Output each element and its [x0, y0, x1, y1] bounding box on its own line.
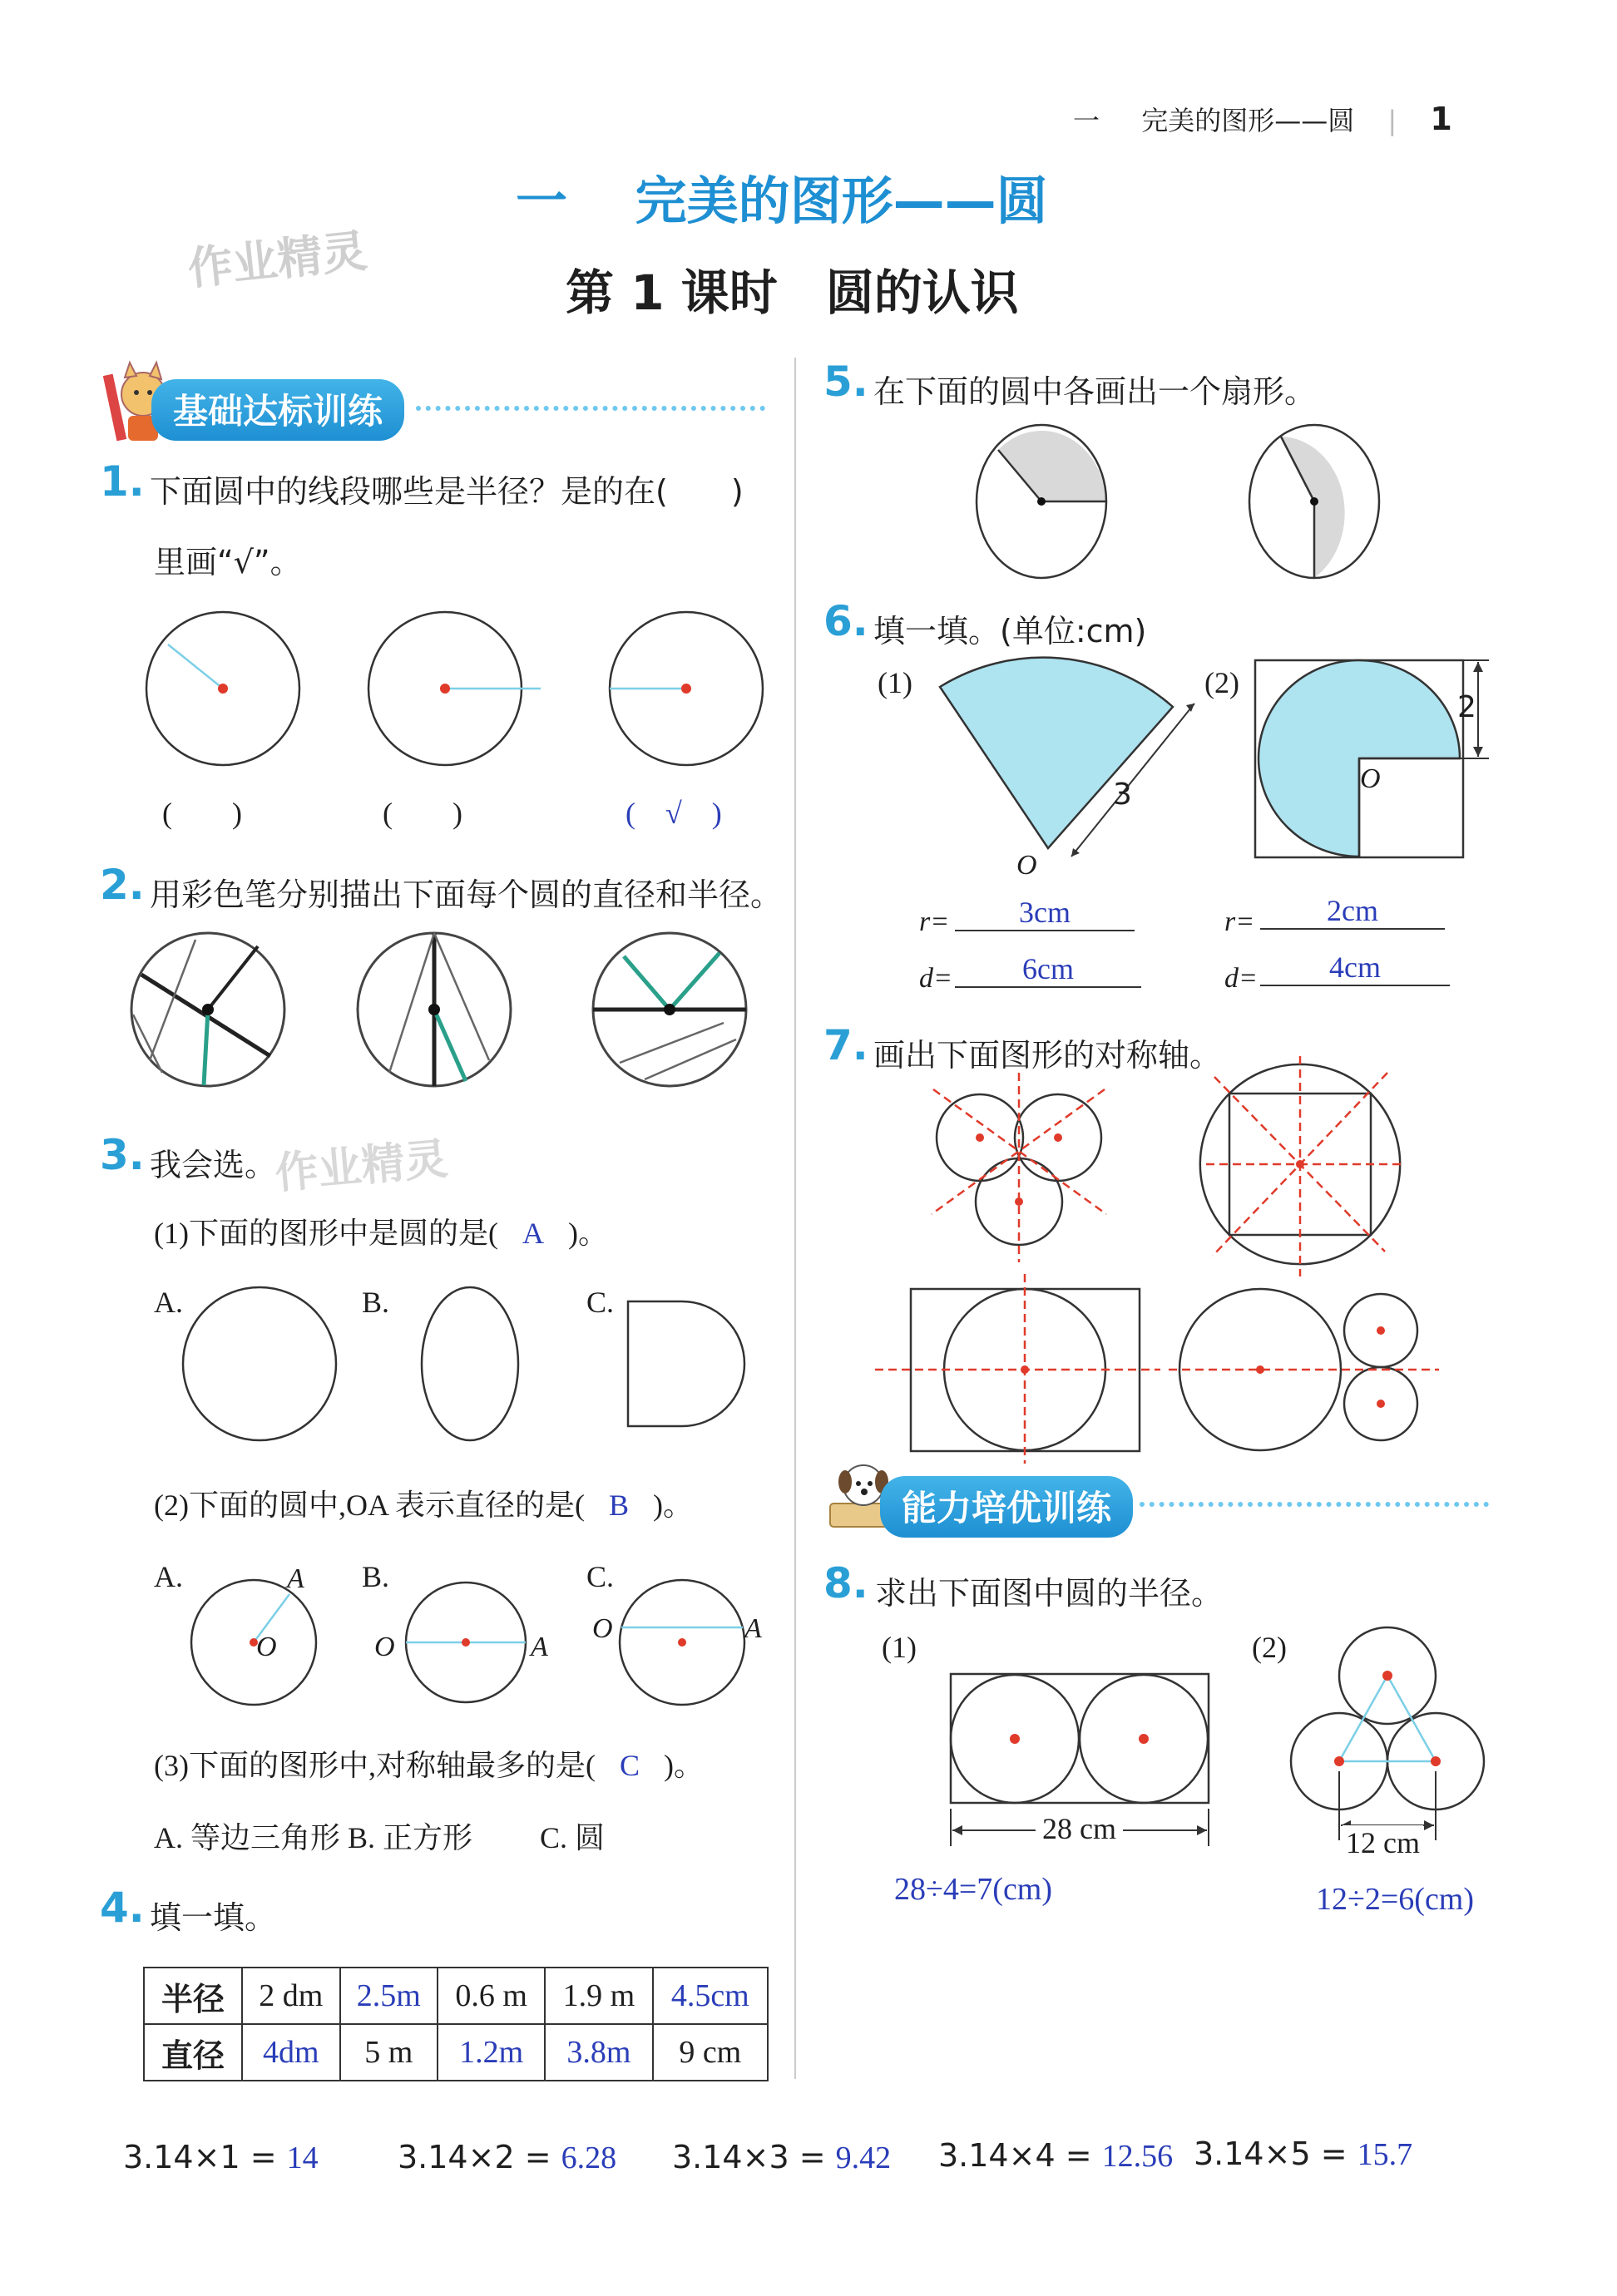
- q4-row-diameter: [144, 2024, 768, 2081]
- section-advanced-dots: [1140, 1502, 1489, 1507]
- watermark-2: 作业精灵: [273, 1134, 450, 1199]
- q2-number: 2.: [100, 861, 145, 909]
- q4-cell-answer: 2.5m: [340, 1968, 438, 2024]
- q3-p1-stem: [154, 1210, 608, 1252]
- footer-answer: 12.56: [1101, 2139, 1174, 2174]
- q3-p3-options: A. 等边三角形 B. 正方形 C. 圆: [154, 1821, 606, 1854]
- q3-p1-shape-ellipse: [422, 1287, 518, 1440]
- q5-text: 在下面的圆中各画出一个扇形。: [873, 373, 1317, 410]
- header-unit-marker: 一: [1073, 105, 1100, 136]
- watermark: 作业精灵: [185, 224, 370, 296]
- q1-answer-c: ( √ ): [626, 797, 722, 830]
- q3-p1-suffix: )。: [567, 1217, 608, 1250]
- q6-p2-label: (2): [1204, 666, 1239, 699]
- footer-expr: 3.14×2 =: [398, 2139, 551, 2175]
- q4-row-radius: [144, 1968, 768, 2024]
- q2-circle-a: [131, 933, 284, 1086]
- footer-expr: 3.14×4 =: [938, 2137, 1092, 2174]
- q4-cell: 5 m: [340, 2024, 438, 2081]
- section-basic-dots: [416, 406, 765, 411]
- q1-text-line1: 下面圆中的线段哪些是半径？是的在( ): [150, 473, 744, 510]
- q7-number: 7.: [823, 1021, 868, 1069]
- footer-expr: 3.14×3 =: [672, 2139, 826, 2175]
- q3-p2-label-c: C.: [586, 1560, 615, 1593]
- q1-number: 1.: [100, 457, 145, 506]
- q4-number: 4.: [100, 1884, 145, 1932]
- footer-item-5: [1194, 2136, 1412, 2173]
- q6-p1-O: O: [1016, 850, 1037, 881]
- footer-item-3: [672, 2139, 891, 2176]
- q3-p1-shapes: [166, 1281, 832, 1447]
- footer-expr: 3.14×1 =: [123, 2139, 277, 2175]
- q3-p2-c-O: O: [592, 1613, 613, 1644]
- q5-circle-a: [977, 425, 1106, 578]
- q3-p3-suffix: )。: [663, 1749, 704, 1782]
- q4-cell: 9 cm: [653, 2024, 768, 2081]
- q4-cell-answer: 1.2m: [438, 2024, 545, 2081]
- q3-p2-circles: [183, 1576, 848, 1726]
- q1-circle-b: [368, 612, 541, 765]
- q5-fan-figure: [973, 420, 1472, 586]
- q1-circle-a: [146, 612, 299, 765]
- q4-head-diameter: 直径: [144, 2024, 242, 2081]
- q6-p1-r-answer: 3cm: [955, 895, 1135, 931]
- footer-answer: 6.28: [561, 2140, 617, 2175]
- q3-p3-stem: [154, 1742, 704, 1785]
- q8-p1-figure: [944, 1667, 1227, 1884]
- q6-p1-sector: [923, 657, 1189, 873]
- q6-p1-d-answer: 6cm: [955, 951, 1141, 988]
- q8-p2-label: (2): [1252, 1631, 1287, 1664]
- q4-cell-answer: 3.8m: [545, 2024, 652, 2081]
- q3-number: 3.: [100, 1131, 145, 1179]
- q6-p2-r-label: r=: [1224, 906, 1255, 937]
- q8-p2-dim: 12 cm: [1343, 1825, 1423, 1860]
- q3-p1-label-b: B.: [362, 1286, 390, 1319]
- q7-text: 画出下面图形的对称轴。: [873, 1037, 1222, 1074]
- q4-cell-answer: 4.5cm: [653, 1968, 768, 2024]
- q6-p1-r-label: r=: [919, 906, 950, 937]
- q3-p1-shape-d: [628, 1301, 744, 1426]
- q3-p2-suffix: )。: [653, 1489, 693, 1522]
- q2-circle-b: [358, 933, 511, 1086]
- q3-p1-shape-circle: [183, 1287, 336, 1440]
- q3-p1-answer: A: [522, 1217, 544, 1250]
- footer-item-4: [938, 2137, 1173, 2175]
- q6-p2-side: 2: [1457, 690, 1476, 724]
- q1-text-line2: 里画“√”。: [154, 544, 302, 580]
- footer-answer: 14: [286, 2140, 319, 2175]
- q7-rect-axes: [875, 1274, 1160, 1464]
- q3-p2-label-a: A.: [154, 1560, 183, 1593]
- q4-text: 填一填。: [150, 1899, 277, 1936]
- q2-text: 用彩色笔分别描出下面每个圆的直径和半径。: [150, 876, 783, 913]
- q1-circle-c: [610, 612, 763, 765]
- q5-circle-b: [1249, 425, 1379, 578]
- q3-text: 我会选。: [150, 1147, 277, 1183]
- q2-circle-c: [593, 933, 746, 1086]
- q3-p2-answer: B: [608, 1489, 629, 1522]
- q3-p1-label-c: C.: [586, 1286, 615, 1319]
- q4-cell-answer: 4dm: [242, 2024, 340, 2081]
- q3-p2-b-A: A: [531, 1632, 548, 1662]
- header-unit-name: 完美的图形——圆: [1141, 105, 1355, 136]
- q3-p2-label-b: B.: [362, 1560, 390, 1593]
- q3-p3-answer: C: [619, 1749, 640, 1782]
- q3-p2-stem: [154, 1482, 693, 1524]
- q8-p1-dim: 28 cm: [1042, 1812, 1116, 1845]
- q3-p1-label-a: A.: [154, 1286, 183, 1319]
- q4-cell: 1.9 m: [545, 1968, 652, 2024]
- unit-title: [516, 160, 1048, 234]
- q3-p2-c-A: A: [744, 1613, 762, 1644]
- q6-p2-r-answer: 2cm: [1260, 893, 1445, 930]
- unit-title-text: 完美的图形——圆: [635, 170, 1048, 231]
- q6-p1-side: 3: [1113, 778, 1132, 812]
- q6-p1-label: (1): [878, 666, 912, 699]
- q4-cell: 2 dm: [242, 1968, 340, 2024]
- q4-head-radius: 半径: [144, 1968, 242, 2024]
- q6-p2-O: O: [1360, 763, 1381, 794]
- q3-p2-a-O: O: [256, 1632, 277, 1662]
- q7-symmetry-figures: [873, 1056, 1472, 1455]
- q8-number: 8.: [823, 1559, 868, 1607]
- q3-p2-prefix: (2)下面的圆中,OA 表示直径的是(: [154, 1489, 585, 1522]
- q3-p2-b-O: O: [374, 1632, 395, 1662]
- q6-p2-d-label: d=: [1224, 963, 1258, 994]
- q1-circles-figure: [133, 603, 882, 786]
- q6-p2-d-answer: 4cm: [1260, 950, 1450, 986]
- q6-text: 填一填。(单位:cm): [873, 613, 1147, 649]
- q2-circles-figure: [125, 923, 873, 1098]
- section-basic-banner: 基础达标训练: [151, 379, 404, 441]
- q5-number: 5.: [823, 358, 868, 406]
- q3-p3-prefix: (3)下面的图形中,对称轴最多的是(: [154, 1749, 596, 1782]
- footer-answer: 15.7: [1357, 2137, 1413, 2172]
- q8-text: 求出下面图中圆的半径。: [875, 1575, 1224, 1612]
- q4-cell: 0.6 m: [438, 1968, 545, 2024]
- q8-p2-answer: 12÷2=6(cm): [1316, 1882, 1475, 1917]
- footer-expr: 3.14×5 =: [1194, 2136, 1348, 2172]
- page-number: 1: [1430, 101, 1452, 137]
- section-advanced-banner: 能力培优训练: [880, 1476, 1133, 1538]
- q8-p1-label: (1): [882, 1631, 917, 1664]
- unit-title-number: 一: [516, 170, 568, 231]
- q4-table: [143, 1967, 769, 2081]
- q1-answer-b: ( ): [383, 797, 462, 830]
- q6-p2-threequarter: [1252, 657, 1518, 873]
- q3-p1-prefix: (1)下面的图形中是圆的是(: [154, 1217, 498, 1250]
- q1-answer-a: ( ): [162, 797, 242, 830]
- footer-answer: 9.42: [835, 2140, 892, 2175]
- footer-item-2: [398, 2139, 616, 2176]
- lesson-title: 第 1 课时 圆的认识: [566, 264, 1019, 321]
- footer-item-1: [123, 2139, 319, 2176]
- q6-p1-d-label: d=: [919, 963, 952, 994]
- running-header: 一 完美的图形——圆 | 1: [1073, 101, 1452, 137]
- q3-p2-a-A: A: [287, 1563, 304, 1594]
- q8-p1-answer: 28÷4=7(cm): [894, 1872, 1053, 1907]
- q6-number: 6.: [823, 597, 868, 645]
